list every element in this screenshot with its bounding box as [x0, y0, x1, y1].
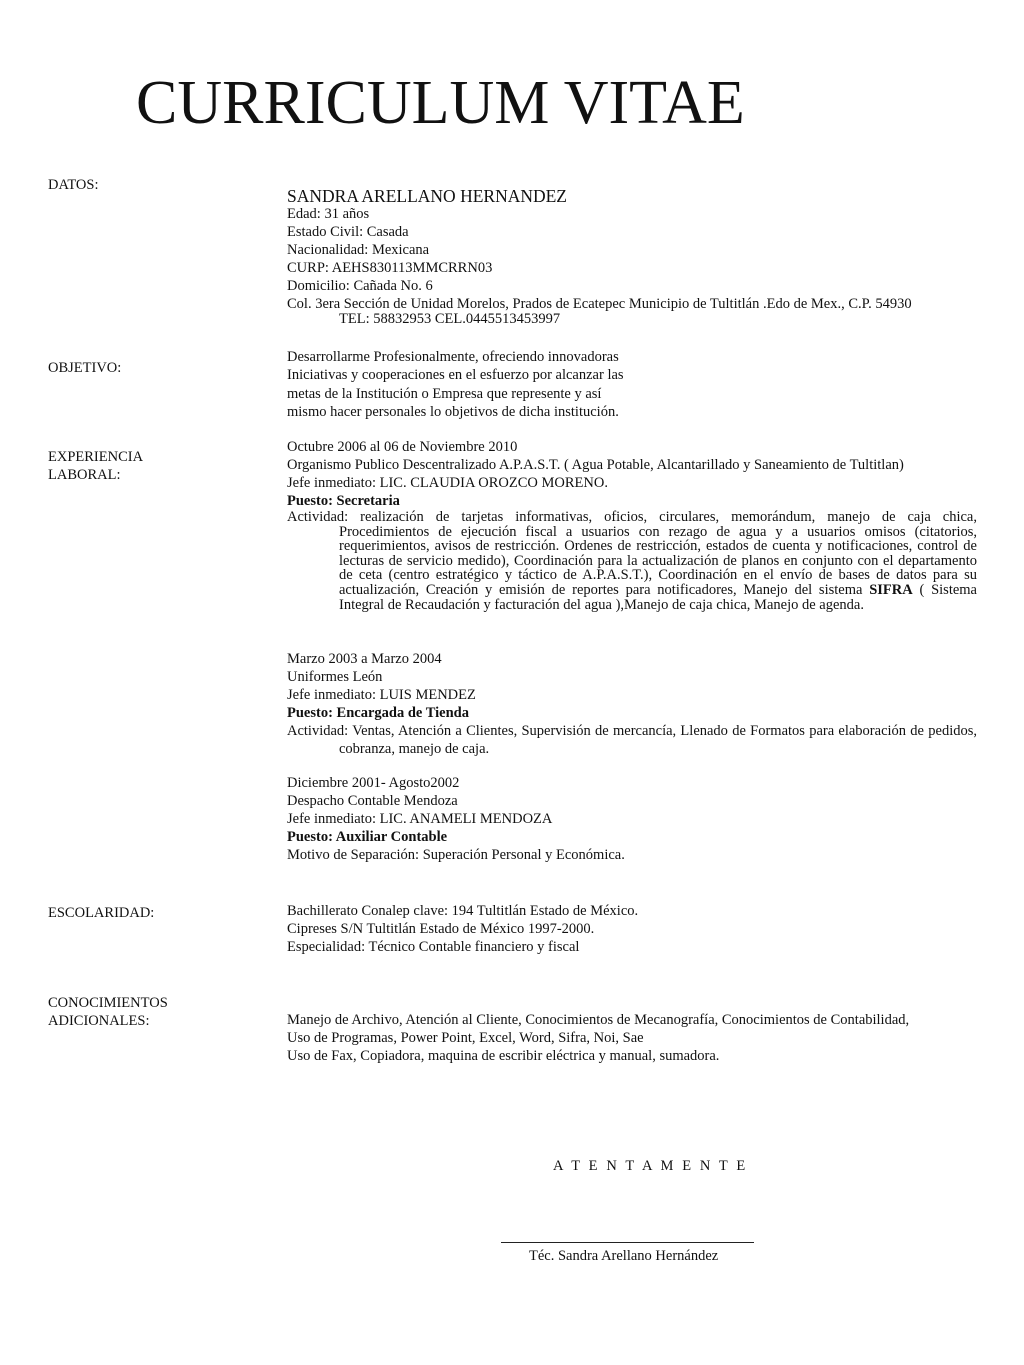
edad: Edad: 31 años: [287, 206, 370, 222]
job-1: [287, 438, 977, 612]
objetivo-line: mismo hacer personales lo objetivos de dicha institución.: [287, 403, 619, 420]
objetivo-section: [287, 348, 977, 421]
signature-name: Téc. Sandra Arellano Hernández: [529, 1248, 719, 1264]
objetivo-line: metas de la Institución o Empresa que represente y así: [287, 385, 602, 402]
curp: CURP: AEHS830113MMCRRN03: [287, 260, 493, 276]
label-conocimientos: CONOCIMIENTOS ADICIONALES:: [48, 995, 168, 1029]
job-period: Octubre 2006 al 06 de Noviembre 2010: [287, 439, 518, 455]
job-actividad-text-end: ( Sistema Integral de Recaudación y facturación del agua ),Manejo de caja chica, Manejo de agenda.: [339, 581, 977, 613]
conocimientos-section: [287, 1011, 977, 1065]
job-motivo: Motivo de Separación: Superación Personal y Económica.: [287, 847, 625, 863]
estado-civil: Estado Civil: Casada: [287, 224, 409, 240]
job-actividad-text: Actividad: realización de tarjetas informativas, oficios, circulares, memorándum, manejo de caja chica, Procedimientos de ejecución fiscal a usuarios con rezago de agua y a usuarios omisos (citatorios, requerimientos, avisos de restricción. Ordenes de restricción, estados de cuenta y notificaciones, control de lecturas de servicio medido), Coordinación para la actualización de planos en conjunto con el departamento de ceta (centro estratégico y táctico de A.P.A.S.T.), Coordinación en el envío de bases de datos para su actualización, Creación y emisión de reportes para notificadores, Manejo del sistema: [287, 509, 977, 598]
conocimientos-line: Uso de Programas, Power Point, Excel, Word, Sifra, Noi, Sae: [287, 1030, 644, 1046]
conocimientos-line: Manejo de Archivo, Atención al Cliente, Conocimientos de Mecanografía, Conocimientos de Contabilidad,: [287, 1012, 910, 1028]
objetivo-line: Iniciativas y cooperaciones en el esfuerzo por alcanzar las: [287, 367, 624, 384]
escolaridad-line: Bachillerato Conalep clave: 194 Tultitlán Estado de México.: [287, 903, 639, 919]
telefono: TEL: 58832953 CEL.0445513453997: [339, 311, 561, 327]
applicant-name: SANDRA ARELLANO HERNANDEZ: [287, 186, 567, 206]
escolaridad-line: Especialidad: Técnico Contable financiero y fiscal: [287, 939, 580, 955]
page-title: CURRICULUM VITAE: [136, 69, 745, 137]
job-period: Marzo 2003 a Marzo 2004: [287, 651, 442, 667]
objetivo-line: Desarrollarme Profesionalmente, ofreciendo innovadoras: [287, 349, 619, 365]
job-jefe: Jefe inmediato: LUIS MENDEZ: [287, 687, 476, 703]
escolaridad-line: Cipreses S/N Tultitlán Estado de México 1997-2000.: [287, 921, 595, 937]
label-experiencia: EXPERIENCIA LABORAL:: [48, 449, 144, 483]
nacionalidad: Nacionalidad: Mexicana: [287, 242, 430, 258]
job-jefe: Jefe inmediato: LIC. ANAMELI MENDOZA: [287, 811, 553, 827]
colonia: Col. 3era Sección de Unidad Morelos, Prados de Ecatepec Municipio de Tultitlán .Edo de Mex., C.P. 54930: [287, 296, 912, 312]
job-jefe: Jefe inmediato: LIC. CLAUDIA OROZCO MORENO.: [287, 475, 608, 491]
label-datos: DATOS:: [48, 177, 99, 193]
job-actividad: Actividad: Ventas, Atención a Clientes, Supervisión de mercancía, Llenado de Formatos para elaboración de pedidos, cobranza, manejo de caja.: [287, 723, 977, 757]
job-company: Despacho Contable Mendoza: [287, 793, 458, 809]
conocimientos-line: Uso de Fax, Copiadora, maquina de escribir eléctrica y manual, sumadora.: [287, 1048, 720, 1064]
job-puesto: Puesto: Encargada de Tienda: [287, 705, 469, 721]
domicilio: Domicilio: Cañada No. 6: [287, 278, 433, 294]
datos-section: [287, 186, 977, 328]
job-period: Diciembre 2001- Agosto2002: [287, 775, 460, 791]
label-objetivo: OBJETIVO:: [48, 360, 122, 376]
escolaridad-section: [287, 902, 977, 956]
label-escolaridad: ESCOLARIDAD:: [48, 905, 155, 921]
job-puesto: Puesto: Secretaria: [287, 493, 400, 509]
job-company: Uniformes León: [287, 669, 383, 685]
job-puesto: Puesto: Auxiliar Contable: [287, 829, 448, 845]
job-company: Organismo Publico Descentralizado A.P.A.S.T. ( Agua Potable, Alcantarillado y Saneamiento de Tultitlan): [287, 457, 904, 473]
job-3: [287, 774, 977, 864]
job-2: [287, 650, 977, 758]
signature-line: [501, 1242, 754, 1243]
job-actividad-sifra: SIFRA: [869, 581, 913, 598]
atentamente: A T E N T A M E N T E: [553, 1158, 748, 1174]
job-actividad: [287, 510, 977, 612]
